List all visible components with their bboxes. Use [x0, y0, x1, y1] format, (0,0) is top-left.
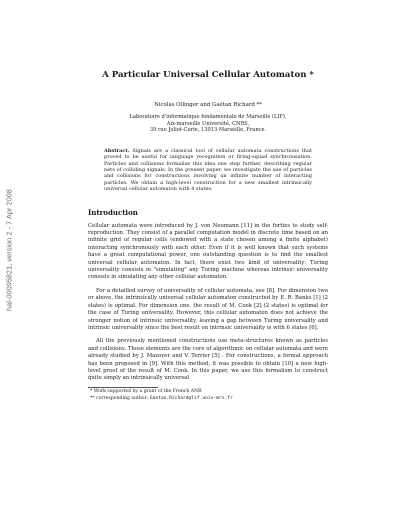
body-paragraph: For a detailled survey of universality of cellular automata, see [8]. For dimension two or above, the intrinsically universal cellular automaton constructed by E. R. Banks [1] (2 states) is optimal. For dimension one, the result of M. Cook [2] (2 states) is optimal for the case of Turing universality. However, this cellular automaton does not achieve the stronger notion of intrinsic universality, leaving a gap between Turing universality and intrinsic universality since the best result on intrinsic universality is with 6 states [6].	[88, 287, 328, 331]
author-email-link[interactable]: Gaetan.Richard@lif.univ-mrs.fr	[149, 395, 233, 401]
affiliation-line: Laboratoire d'informatique fondamentale de Marseille (LIF),	[129, 114, 287, 120]
body-paragraph: All the previously mentioned constructions use meta-structures known as particles and collisions. Those elements are the core of algorithmic on cellular automata and were already studied by J. Mazoyer and V. Terrier [5] . For constructions, a formal approach has been proposed in [9]. With this method, it was possible to obtain [10] a new high-level proof of the result of M. Cook. In this paper, we use this formalism to construct quite simply an intrinsically universal	[88, 338, 328, 382]
footnote-rule	[88, 387, 158, 388]
footnote-funding: * Work supported by a grant of the French ANR	[90, 388, 202, 394]
hal-identifier-text: hal-00095821, version 2 - 7 Apr 2008	[4, 189, 14, 311]
affiliation-block	[88, 114, 328, 134]
affiliation-line: 39 rue Joliot-Curie, 13013 Marseille, France.	[149, 127, 267, 134]
body-paragraph: Cellular automata were introduced by J. von Neumann [11] in the forties to study self-reproduction. They consist of a parallel computation model in discrete time based on an infinite grid of regular cells (endowed with a state chosen among a finite alphabet) interacting synchronously with each other. Even if it is well known that such systems have a great computational power, one outstanding question is to find the smallest universal cellular automaton. In fact, there exist two kind of universality: Turing universality consists in "simulating" any Turing machine whereas intrinsic universality consists in simulating any other cellular automaton.	[88, 222, 328, 281]
affiliation-line: Aix-marseille Université, CNRS,	[166, 120, 250, 127]
section-heading: Introduction	[88, 207, 138, 217]
hal-identifier-stamp	[2, 190, 16, 310]
author-line: Nicolas Ollinger and Gaétan Richard **	[154, 102, 262, 108]
footnote-contact-label: ** corresponding author:	[90, 395, 150, 401]
footnote-contact	[88, 396, 328, 402]
paper-page	[88, 70, 328, 402]
abstract-label: Abstract.	[104, 147, 130, 154]
abstract-text: Signals are a classical tool of cellular automata constructions that proved to be useful for language recognition or firing-squad synchronisation. Particles and collisions formalize this idea one step further, describing regular nets of colliding signals. In the present paper, we investigate the use of particles and collisions for constructions involving an infinite number of interacting particles. We obtain a high-level construction for a new smallest intrinsically universal cellular automaton with 4 states.	[104, 147, 312, 193]
abstract-block	[104, 148, 312, 193]
paper-title: A Particular Universal Cellular Automaton *	[102, 70, 314, 80]
